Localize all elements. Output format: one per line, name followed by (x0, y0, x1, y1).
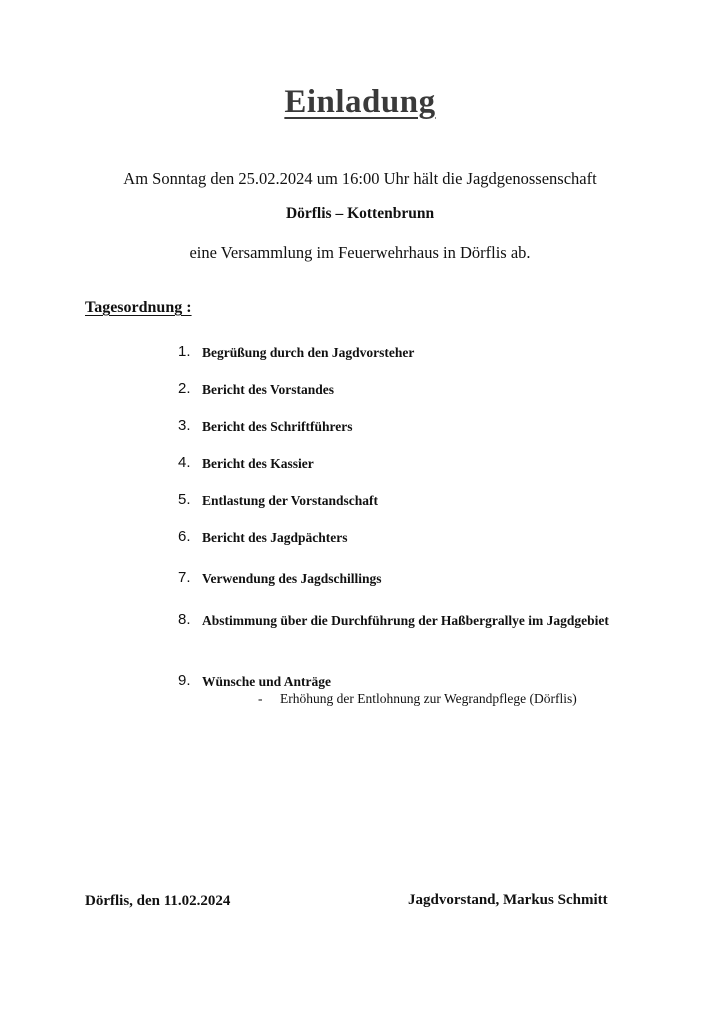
agenda-sub-item (258, 690, 658, 707)
agenda-item-text: Wünsche und Anträge (202, 674, 332, 689)
agenda-item-text: Verwendung des Jagdschillings (202, 571, 382, 586)
agenda-item-number: 3. (178, 417, 191, 434)
agenda-item-text: Bericht des Vorstandes (202, 382, 335, 397)
agenda-sub-item-text: Erhöhung der Entlohnung zur Wegrandpflege (Dörflis) (280, 691, 577, 706)
agenda-item-text: Abstimmung über die Durchführung der Haßbergrallye im Jagdgebiet (202, 613, 609, 628)
intro-association-name: Dörflis – Kottenbrunn (285, 205, 435, 222)
place-and-date: Dörflis, den 11.02.2024 (85, 893, 231, 909)
agenda-item-text: Bericht des Jagdpächters (202, 530, 348, 545)
intro-date-line: Am Sonntag den 25.02.2024 um 16:00 Uhr hält die Jagdgenossenschaft (123, 169, 597, 188)
agenda-item-text: Bericht des Kassier (202, 456, 314, 471)
intro-location-line: eine Versammlung im Feuerwehrhaus in Dörflis ab. (189, 243, 531, 262)
signature-line: Jagdvorstand, Markus Schmitt (408, 892, 608, 908)
agenda-item-number: 5. (178, 491, 191, 508)
agenda-item-number: 4. (178, 454, 191, 471)
agenda-item-number: 9. (178, 672, 191, 689)
agenda-item-number: 1. (178, 343, 191, 360)
agenda-item-text: Begrüßung durch den Jagdvorsteher (202, 345, 415, 360)
agenda-item-text: Bericht des Schriftführers (202, 419, 353, 434)
agenda-item-number: 2. (178, 380, 191, 397)
document-title: Einladung (284, 84, 436, 120)
agenda-item-number: 8. (178, 611, 191, 628)
agenda-item-number: 7. (178, 569, 191, 586)
agenda-sub-item-dash: - (258, 691, 263, 706)
agenda-heading: Tagesordnung : (85, 299, 192, 316)
agenda-item-text: Entlastung der Vorstandschaft (202, 493, 379, 508)
agenda-item-number: 6. (178, 528, 191, 545)
